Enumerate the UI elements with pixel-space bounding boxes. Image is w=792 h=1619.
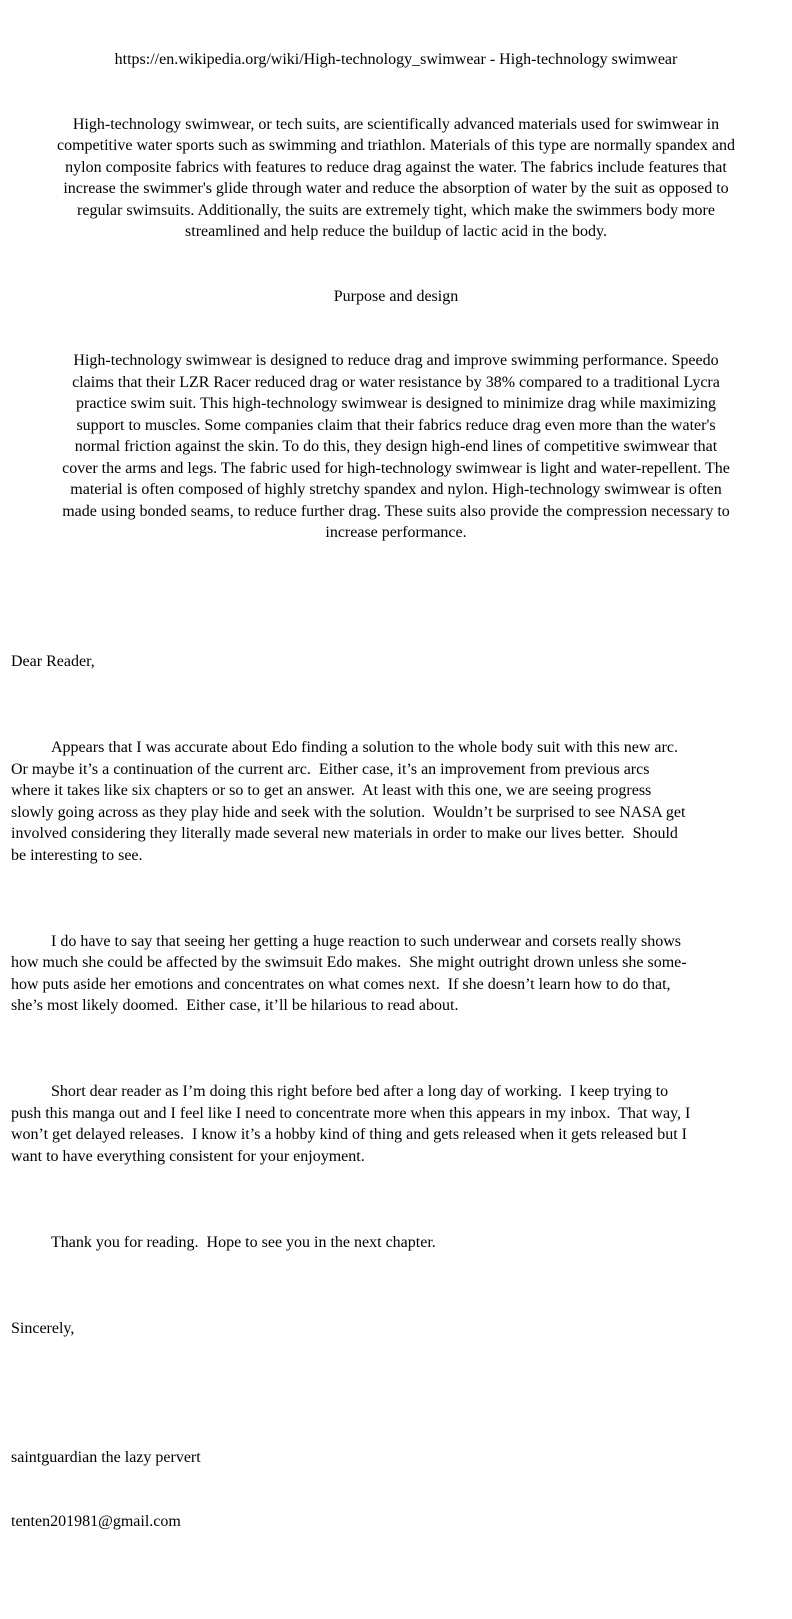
closing: Sincerely, bbox=[11, 1319, 75, 1337]
letter-paragraph-2: I do have to say that seeing her getting a huge reaction to such underwear and corsets really shows how much she could be affected by the swimsuit Edo makes. She might outright drown unless she some- how puts aside her emotions and concentrates on what comes next. If she doesn’t learn how to do that, she’s most likely doomed. Either case, it’ll be hilarious to read about. bbox=[11, 932, 687, 1014]
letter-paragraph-3: Short dear reader as I’m doing this right before bed after a long day of working. I keep trying to push this manga out and I feel like I need to concentrate more when this appears in my inbox. That way, I won’t get delayed releases. I know it’s a hobby kind of thing and gets released when it gets released but I want to have everything consistent for your enjoyment. bbox=[11, 1083, 691, 1165]
salutation: Dear Reader, bbox=[11, 653, 95, 670]
signature-name: saintguardian the lazy pervert bbox=[11, 1448, 201, 1466]
author-letter bbox=[11, 608, 781, 1619]
wiki-intro-paragraph: High-technology swimwear, or tech suits, are scientifically advanced materials used for swimwear in competitive water sports such as swimming and triathlon. Materials of this type are normally spandex and nylon composite fabrics with features to reduce drag against the water. The fabrics include features that increase the swimmer's glide through water and reduce the absorption of water by the suit as opposed to regular swimsuits. Additionally, the suits are extremely tight, which make the swimmers body more streamlined and help reduce the buildup of lactic acid in the body. bbox=[56, 115, 736, 240]
letter-paragraph-1: Appears that I was accurate about Edo finding a solution to the whole body suit with this new arc. Or maybe it’s a continuation of the current arc. Either case, it’s an improvement from previous arcs where it takes like six chapters or so to get an answer. At least with this one, we are seeing progress slowly going across as they play hide and seek with the solution. Wouldn’t be surprised to see NASA get involved considering they literally made several new materials in order to make our lives better. Should be interesting to see. bbox=[11, 739, 686, 864]
letter-paragraph-4: Thank you for reading. Hope to see you in the next chapter. bbox=[51, 1233, 436, 1251]
wiki-section-title: Purpose and design bbox=[333, 287, 459, 305]
wiki-body-paragraph: High-technology swimwear is designed to reduce drag and improve swimming performance. Speedo claims that their LZR Racer reduced drag or water resistance by 38% compared to a traditional Lycra practice swim suit. This high-technology swimwear is designed to minimize drag while maximizing support to muscles. Some companies claim that their fabrics reduce drag even more than the water's normal friction against the skin. To do this, they design high-end lines of competitive swimwear that cover the arms and legs. The fabric used for high-technology swimwear is light and water-repellent. The material is often composed of highly stretchy spandex and nylon. High-technology swimwear is often made using bonded seams, to reduce further drag. These suits also provide the compression necessary to increase performance. bbox=[62, 352, 730, 541]
signature-block bbox=[11, 1404, 781, 1576]
signature-email: tenten201981@gmail.com bbox=[11, 1513, 181, 1530]
wikipedia-url-line: https://en.wikipedia.org/wiki/High-technology_swimwear - High-technology swimwear bbox=[114, 51, 678, 68]
wiki-excerpt bbox=[11, 6, 781, 587]
